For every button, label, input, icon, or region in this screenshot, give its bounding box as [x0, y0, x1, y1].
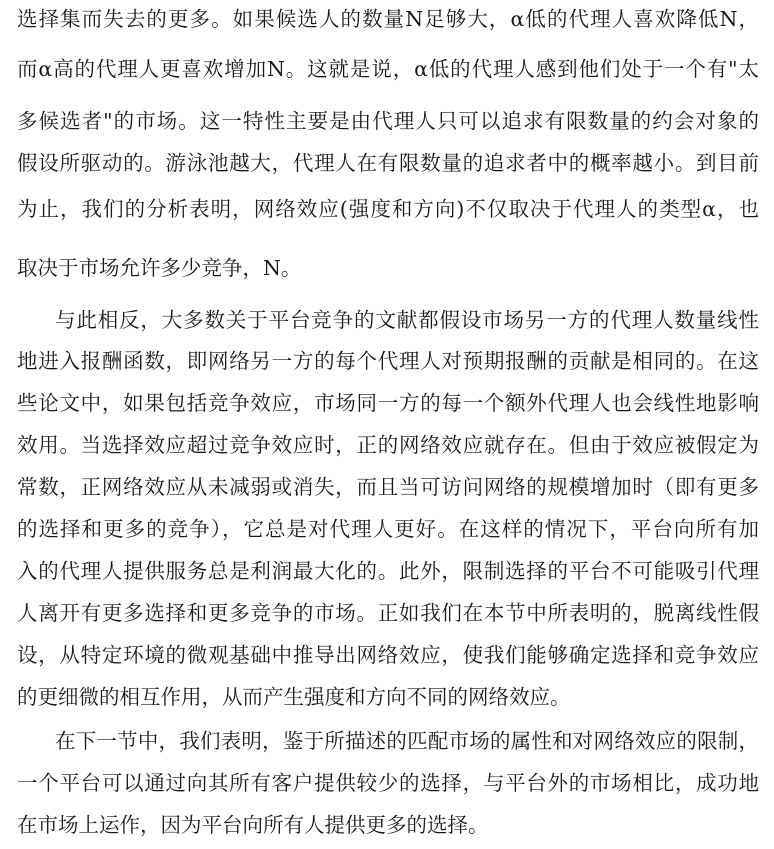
paragraph-3-line-3: 在市场上运作，因为平台向所有人提供更多的选择。 — [17, 813, 489, 837]
paragraph-1-line-6: 取决于市场允许多少竞争，N。 — [17, 256, 302, 280]
paragraph-1-line-2: 而α高的代理人更喜欢增加N。这就是说，α低的代理人感到他们处于一个有"太 — [17, 57, 759, 81]
paragraph-1-line-4: 假设所驱动的。游泳池越大，代理人在有限数量的追求者中的概率越小。到目前 — [17, 151, 759, 175]
paragraph-2-line-3: 些论文中，如果包括竞争效应，市场同一方的每一个额外代理人也会线性地影响 — [17, 391, 759, 415]
paragraph-2-line-1: 与此相反，大多数关于平台竞争的文献都假设市场另一方的代理人数量线性 — [55, 308, 759, 332]
paragraph-1-line-5: 为止，我们的分析表明，网络效应(强度和方向)不仅取决于代理人的类型α，也 — [17, 197, 759, 221]
paragraph-1-line-3: 多候选者"的市场。这一特性主要是由代理人只可以追求有限数量的约会对象的 — [17, 109, 759, 133]
paragraph-1-line-1: 选择集而失去的更多。如果候选人的数量N足够大，α低的代理人喜欢降低N， — [17, 7, 759, 31]
paragraph-3-line-1: 在下一节中，我们表明，鉴于所描述的匹配市场的属性和对网络效应的限制， — [55, 729, 759, 753]
paragraph-2-line-5: 常数，正网络效应从未减弱或消失，而且当可访问网络的规模增加时（即有更多 — [17, 475, 759, 499]
paragraph-2-line-9: 设，从特定环境的微观基础中推导出网络效应，使我们能够确定选择和竞争效应 — [17, 643, 759, 667]
paragraph-2-line-7: 入的代理人提供服务总是利润最大化的。此外，限制选择的平台不可能吸引代理 — [17, 559, 759, 583]
paragraph-2-line-10: 的更细微的相互作用，从而产生强度和方向不同的网络效应。 — [17, 685, 571, 709]
paragraph-2-line-6: 的选择和更多的竞争），它总是对代理人更好。在这样的情况下，平台向所有加 — [17, 517, 759, 541]
paragraph-2-line-8: 人离开有更多选择和更多竞争的市场。正如我们在本节中所表明的，脱离线性假 — [17, 601, 759, 625]
paragraph-2-line-2: 地进入报酬函数，即网络另一方的每个代理人对预期报酬的贡献是相同的。在这 — [17, 349, 759, 373]
paragraph-3-line-2: 一个平台可以通过向其所有客户提供较少的选择，与平台外的市场相比，成功地 — [17, 771, 759, 795]
paragraph-2-line-4: 效用。当选择效应超过竞争效应时，正的网络效应就存在。但由于效应被假定为 — [17, 433, 759, 457]
